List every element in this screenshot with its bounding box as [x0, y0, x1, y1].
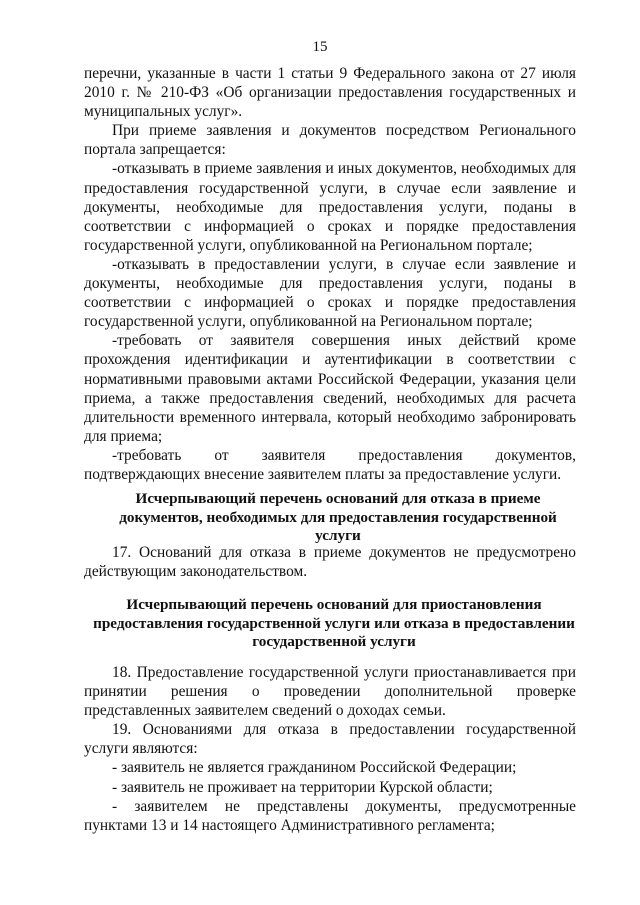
- list-item-require-actions: -требовать от заявителя совершения иных действий кроме прохождения идентификации и аутентификации в соответствии с нормативными правовыми актами Российской Федерации, указания цели приема, а также предоставления сведений, необходимых для расчета длительности временного интервала, который необходимо забронировать для приема;: [84, 332, 576, 445]
- list-item-refuse-service: -отказывать в предоставлении услуги, в случае если заявление и документы, необходимые для предоставления услуги, поданы в соответствии с информацией о сроках и порядке предоставления государственной услуги, опубликованной на Региональном портале;: [84, 255, 576, 331]
- heading-refusal-acceptance: Исчерпывающий перечень оснований для отказа в приеме документов, необходимых для предоставления государственной услуги: [119, 490, 557, 545]
- section-heading-refusal-acceptance: [100, 490, 576, 546]
- heading-suspension-refusal: Исчерпывающий перечень оснований для приостановления предоставления государственной услуги или отказа в предоставлении государственной услуги: [93, 596, 575, 651]
- paragraph-portal-prohibitions: При приеме заявления и документов посредством Регионального портала запрещается:: [84, 122, 576, 159]
- list-item-not-citizen: - заявитель не является гражданином Российской Федерации;: [112, 759, 517, 777]
- paragraph-law-reference: перечни, указанные в части 1 статьи 9 Федерального закона от 27 июля 2010 г. № 210-ФЗ «Об организации предоставления государственных и муниципальных услуг».: [84, 65, 576, 121]
- paragraph-17-block: [84, 543, 576, 581]
- paragraph-18: 18. Предоставление государственной услуги приостанавливается при принятии решения о проведении дополнительной проверке представленных заявителем сведений о доходах семьи.: [84, 664, 576, 720]
- bottom-text-block: [84, 663, 576, 835]
- page-number: 15: [312, 39, 328, 55]
- section-heading-suspension: [92, 596, 576, 652]
- list-item-not-resident: - заявитель не проживает на территории Курской области;: [112, 778, 493, 796]
- list-item-require-documents: -требовать от заявителя предоставления документов, подтверждающих внесение заявителем платы за предоставление услуги.: [84, 446, 576, 483]
- paragraph-17: 17. Оснований для отказа в приеме документов не предусмотрено действующим законодательством.: [84, 544, 576, 581]
- paragraph-19: 19. Основаниями для отказа в предоставлении государственной услуги являются:: [84, 721, 576, 758]
- list-item-missing-documents: - заявителем не представлены документы, предусмотренные пунктами 13 и 14 настоящего Административного регламента;: [84, 797, 576, 834]
- list-item-refuse-acceptance: -отказывать в приеме заявления и иных документов, необходимых для предоставления государственной услуги, в случае если заявление и документы, необходимые для предоставления услуги, поданы в соответствии с информацией о сроках и порядке предоставления государственной услуги, опубликованной на Региональном портале;: [84, 160, 576, 254]
- top-text-block: [84, 64, 576, 484]
